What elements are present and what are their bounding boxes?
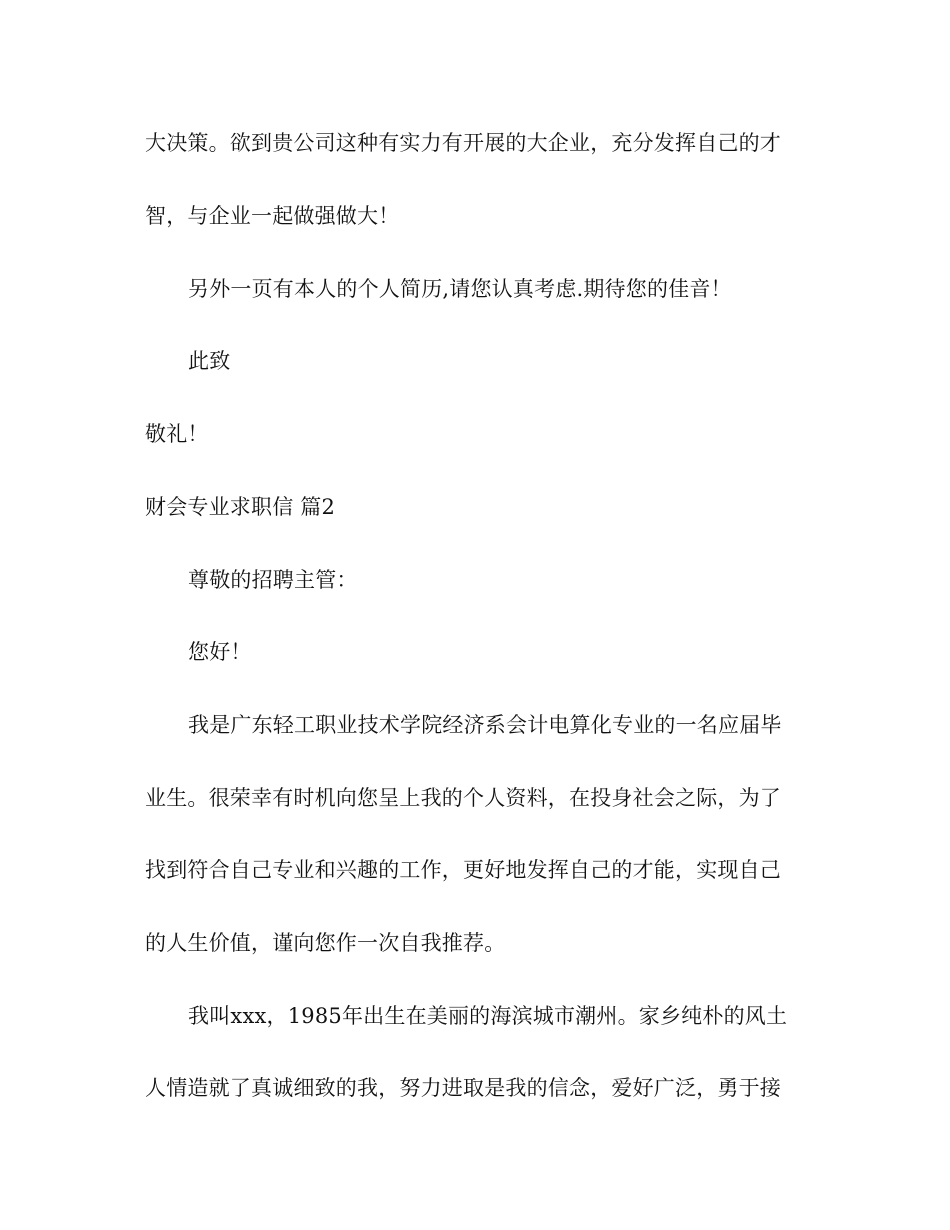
paragraph-line: 大决策。欲到贵公司这种有实力有开展的大企业，充分发挥自己的才 xyxy=(145,131,781,155)
greeting-recipient: 尊敬的招聘主管： xyxy=(188,568,358,592)
closing-salutation: 此致 xyxy=(188,349,231,373)
paragraph-line: 我是广东轻工职业技术学院经济系会计电算化专业的一名应届毕 xyxy=(188,713,782,737)
paragraph-line: 找到符合自己专业和兴趣的工作，更好地发挥自己的才能，实现自己 xyxy=(145,858,781,882)
paragraph-line: 另外一页有本人的个人简历,请您认真考虑.期待您的佳音！ xyxy=(188,277,732,301)
paragraph-line: 智，与企业一起做强做大！ xyxy=(145,204,400,228)
paragraph-line: 人情造就了真诚细致的我，努力进取是我的信念，爱好广泛，勇于接 xyxy=(145,1076,781,1100)
paragraph-line: 业生。很荣幸有时机向您呈上我的个人资料，在投身社会之际，为了 xyxy=(145,786,781,810)
paragraph-line: 我叫xxx，1985年出生在美丽的海滨城市潮州。家乡纯朴的风土 xyxy=(188,1004,788,1028)
section-heading: 财会专业求职信 篇2 xyxy=(145,495,336,519)
closing-regards: 敬礼！ xyxy=(145,422,209,446)
greeting: 您好！ xyxy=(188,640,252,664)
paragraph-line: 的人生价值，谨向您作一次自我推荐。 xyxy=(145,931,506,955)
